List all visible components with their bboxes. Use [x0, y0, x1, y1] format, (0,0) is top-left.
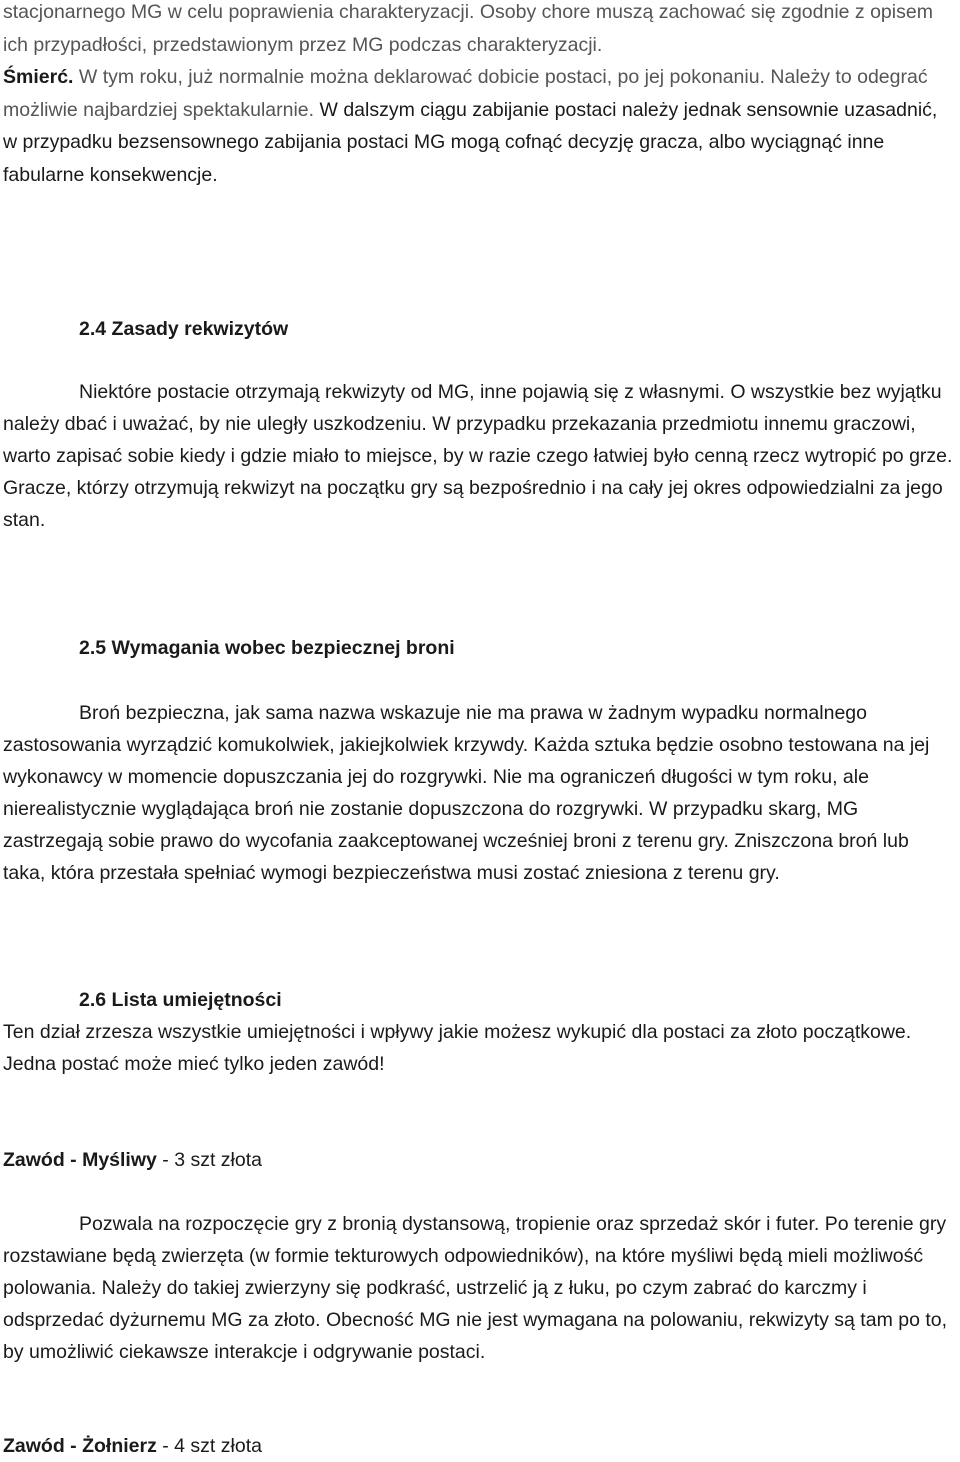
intro-paragraph	[3, 0, 956, 192]
section-title: Lista umiejętności	[106, 989, 282, 1011]
profession-cost: - 4 szt złota	[156, 1435, 262, 1457]
para-text: Pozwala na rozpoczęcie gry z bronią dystansową, tropienie oraz sprzedaż skór i futer. Po terenie gry rozstawiane będą zwierzęta (w formie tekturowych odpowiedników), na które myśliwi będą mieli możliwość polowania. Należy do takiej zwierzyny się podkraść, ustrzelić ją z łuku, po czym zabrać do karczmy i odsprzedać dyżurnemu MG za złoto. Obecność MG nie jest wymagana na polowaniu, rekwizyty są tam po to, by umożliwić ciekawsze interakcje i odgrywanie postaci.	[3, 1213, 948, 1363]
profession-cost: - 3 szt złota	[156, 1149, 262, 1171]
profession-hunter-heading	[3, 1144, 262, 1176]
para-text: Zniszczona broń lub taka, która przestała spełniać wymogi bezpieczeństwa musi zostać zniesiona z terenu gry.	[3, 830, 909, 884]
para-text: Ten dział zrzesza wszystkie umiejętności i wpływy jakie możesz wykupić dla postaci za złoto początkowe. Jedna postać może mieć tylko jeden zawód!	[3, 1021, 912, 1075]
section-title: Wymagania wobec bezpiecznej broni	[106, 637, 455, 659]
section-heading-2-4	[79, 313, 288, 345]
section-2-5-paragraph	[3, 697, 956, 889]
profession-label: Zawód - Myśliwy	[3, 1149, 157, 1171]
para-text: Broń bezpieczna, jak sama nazwa wskazuje nie ma prawa w żadnym wypadku normalnego zastosowania wyrządzić komukolwiek, jakiejkolwiek krzywdy.	[3, 702, 867, 756]
death-text-b: W dalszym ciągu zabijanie postaci należy jednak sensownie uzasadnić, w przypadku bezsensownego zabijania postaci MG mogą cofnąć decyzję gracza, albo wyciągnąć inne fabularne konsekwencje.	[3, 98, 938, 186]
section-number: 2.5	[79, 637, 107, 659]
section-title: Zasady rekwizytów	[106, 318, 289, 340]
section-number: 2.4	[79, 318, 107, 340]
para-text: Niektóre postacie otrzymają rekwizyty od MG, inne pojawią się z własnymi. O wszystkie bez wyjątku należy dbać i uważać, by nie uległy uszkodzeniu.	[3, 381, 942, 435]
profession-hunter-paragraph	[3, 1208, 956, 1368]
intro-text: stacjonarnego MG w celu poprawienia charakteryzacji. Osoby chore muszą zachować się zgodnie z opisem ich przypadłości, przedstawionym przez MG podczas charakteryzacji.	[3, 1, 933, 56]
para-text: Każda sztuka będzie osobno testowana na jej wykonawcy w momencie dopuszczania jej do rozgrywki.	[3, 734, 930, 788]
section-heading-2-5	[79, 632, 455, 664]
profession-soldier-heading	[3, 1430, 262, 1462]
section-number: 2.6	[79, 989, 107, 1011]
para-text: Nie ma ograniczeń długości w tym roku, ale nierealistycznie wyglądająca broń nie zostanie dopuszczona do rozgrywki.	[3, 766, 869, 820]
profession-label: Zawód - Żołnierz	[3, 1435, 157, 1457]
section-heading-2-6	[79, 984, 282, 1016]
death-label: Śmierć.	[3, 66, 74, 89]
death-text-a: W tym roku, już normalnie można deklarować dobicie postaci, po jej pokonaniu. Należy to odegrać możliwie najbardziej spektakularnie.	[3, 66, 928, 121]
para-text: Gracze, którzy otrzymują rekwizyt na początku gry są bezpośrednio i na cały jej okres odpowiedzialni za jego stan.	[3, 477, 943, 531]
section-2-6-paragraph	[3, 1016, 956, 1080]
para-text: W przypadku skarg, MG zastrzegają sobie prawo do wycofania zaakceptowanej wcześniej broni z terenu gry.	[3, 798, 859, 852]
para-text: W przypadku przekazania przedmiotu innemu graczowi, warto zapisać sobie kiedy i gdzie miało to miejsce, by w razie czego łatwiej było cenną rzecz wytropić po grze.	[3, 413, 953, 467]
section-2-4-paragraph	[3, 376, 956, 536]
